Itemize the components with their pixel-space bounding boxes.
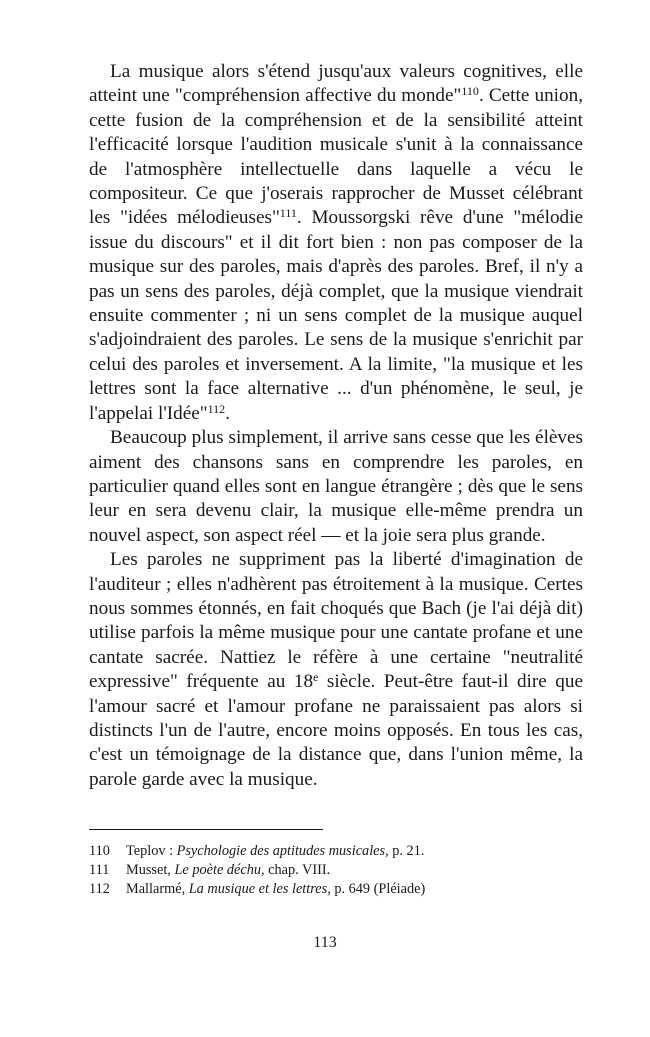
footnote [89,842,583,861]
footnote-text [126,880,425,899]
footnote-title: Le poète déchu [174,862,262,878]
footnote-author: Teplov : [126,843,177,859]
footnote-title: Psychologie des aptitudes musicales [176,843,386,859]
text-run: siècle. Peut-être faut-il dire que l'amour sacré et l'amour profane ne paraissaient pas alors si distincts l'un de l'autre, encore moins opposés. En tous les cas, c'est un témoignage de la distance que, dans l'union même, la parole garde avec la musique. [89,671,583,790]
footnote-text [126,861,330,880]
text-run: . Cette union, cette fusion de la compréhension et de la sensibilité atteint l'efficacité lorsque l'audition musicale s'unit à la connaissance de l'atmosphère intellectuelle dans laquelle a vécu le compositeur. Ce que j'oserais rapprocher de Musset célébrant les "idées mélodieuses" [89,85,583,229]
text-run: . [225,402,230,424]
footnote-ref: e [313,670,319,685]
footnote-text [126,842,424,861]
paragraph [89,60,583,426]
footnote-author: Mallarmé, [126,881,189,897]
footnote-ref: 112 [207,401,226,416]
paragraph [89,426,583,548]
text-run: La musique alors s'étend jusqu'aux valeurs cognitives, elle atteint une "compréhension affective du monde" [89,61,583,107]
text-run: Les paroles ne suppriment pas la liberté d'imagination de l'auditeur ; elles n'adhèrent pas étroitement à la musique. Certes nous sommes étonnés, en fait choqués que Bach (je l'ai déjà dit) utilise parfois la même musique pour une cantate profane et une cantate sacrée. Nattiez le réfère à une certaine "neutralité expressive" fréquente au 18 [89,549,583,693]
footnotes [89,842,583,899]
footnote-separator [89,829,323,830]
footnote-author: Musset, [126,862,175,878]
footnote-ref: 110 [461,84,479,99]
text-run: Beaucoup plus simplement, il arrive sans cesse que les élèves aiment des chansons sans en comprendre les paroles, en particulier quand elles sont en langue étrangère ; dès que le sens leur en sera devenu clair, la musique elle-même prendra un nouvel aspect, son aspect réel — et la joie sera plus grande. [89,427,583,546]
footnote-number: 111 [89,862,110,878]
footnote-locator: , p. 649 (Pléiade) [327,881,426,897]
footnote-title: La musique et les lettres [188,881,328,897]
footnote-number: 112 [89,881,110,897]
footnote-locator: , chap. VIII. [261,862,331,878]
paragraph [89,548,583,792]
page-number: 113 [313,934,337,951]
footnote [89,880,583,899]
text-run: . Moussorgski rêve d'une "mélodie issue du discours" et il dit fort bien : non pas composer de la musique sur des paroles, mais d'après des paroles. Bref, il n'y a pas un sens des paroles, déjà complet, que la musique viendrait ensuite commenter ; ni un sens complet de la musique auquel s'adjoindraient des paroles. Le sens de la musique s'enrichit par celui des paroles et inversement. A la limite, "la musique et les lettres sont la face alternative ... d'un phénomène, le seul, je l'appelai l'Idée" [89,207,583,424]
main-text [89,60,583,792]
footnote [89,861,583,880]
footnote-ref: 111 [279,206,297,221]
footnote-locator: , p. 21. [385,843,425,859]
footnote-number: 110 [89,843,110,859]
